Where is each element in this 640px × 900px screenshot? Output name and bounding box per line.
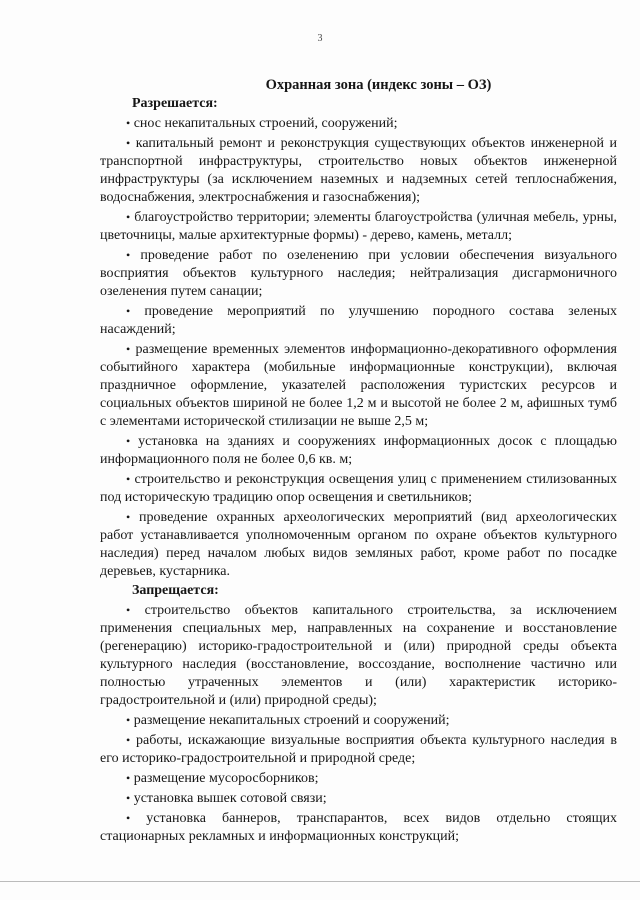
page-number: 3 [317, 33, 323, 44]
list-item [100, 134, 617, 207]
list-item [100, 114, 617, 133]
bullet-icon: • [126, 771, 131, 785]
bullet-icon: • [126, 791, 131, 805]
list-item [100, 769, 617, 788]
list-item [100, 508, 617, 581]
bullet-icon: • [126, 210, 131, 224]
list-item-text: благоустройство территории; элементы благоустройства (уличная мебель, урны, цветочницы, малые архитектурные формы) - дерево, камень, металл; [100, 210, 617, 243]
list-item-text: строительство объектов капитального строительства, за исключением применения специальных мер, направленных на сохранение и восстановление (регенерацию) историко-градостроительной и (или) природной среды объекта культурного наследия (восстановление, воссоздание, восполнение частично или полностью утраченных элементов и (или) характеристик историко-градостроительной и (или) природной среды); [100, 603, 617, 708]
list-item [100, 731, 617, 768]
bullet-icon: • [126, 342, 131, 356]
list-item-text: размещение некапитальных строений и сооружений; [133, 713, 450, 728]
prohibited-list [100, 601, 617, 846]
list-item [100, 432, 617, 469]
bullet-icon: • [126, 248, 131, 262]
bullet-icon: • [126, 811, 131, 825]
bullet-icon: • [126, 434, 131, 448]
list-item-text: капитальный ремонт и реконструкция существующих объектов инженерной и транспортной инфраструктуры, строительство новых объектов инженерной инфраструктуры (за исключением наземных и надземных сетей теплоснабжения, водоснабжения, электроснабжения и газоснабжения); [100, 136, 617, 205]
list-item [100, 789, 617, 808]
list-item-text: работы, искажающие визуальные восприятия объекта культурного наследия в его историко-градостроительной и природной среде; [100, 733, 618, 766]
bullet-icon: • [126, 304, 131, 318]
bullet-icon: • [126, 713, 131, 727]
list-item [100, 809, 617, 846]
allowed-heading: Разрешается: [132, 96, 218, 111]
list-item-text: проведение работ по озеленению при условии обеспечения визуального восприятия объектов культурного наследия; нейтрализация дисгармоничного озеленения путем санации; [100, 248, 617, 299]
scan-edge-divider [0, 881, 640, 882]
list-item-text: установка вышек сотовой связи; [133, 791, 327, 806]
list-item [100, 208, 617, 245]
bullet-icon: • [126, 510, 131, 524]
list-item [100, 601, 617, 710]
list-item-text: размещение мусоросборников; [133, 771, 319, 786]
prohibited-heading: Запрещается: [132, 583, 219, 598]
bullet-icon: • [126, 136, 131, 150]
list-item-text: проведение охранных археологических мероприятий (вид археологических работ устанавливается уполномоченным органом по охране объектов культурного наследия) перед началом любых видов земляных работ, кроме работ по посадке деревьев, кустарника. [100, 510, 618, 579]
bullet-icon: • [126, 733, 131, 747]
list-item-text: установка баннеров, транспарантов, всех видов отдельно стоящих стационарных рекламных и информационных конструкций; [100, 811, 617, 844]
bullet-icon: • [126, 603, 131, 617]
document-body [100, 76, 617, 847]
bullet-icon: • [126, 116, 131, 130]
list-item-text: проведение мероприятий по улучшению породного состава зеленых насаждений; [100, 304, 617, 337]
list-item [100, 340, 617, 431]
list-item [100, 470, 617, 507]
list-item-text: строительство и реконструкция освещения улиц с применением стилизованных под историческую традицию опор освещения и светильников; [100, 472, 618, 505]
allowed-list [100, 114, 617, 581]
zone-title: Охранная зона (индекс зоны – ОЗ) [265, 77, 492, 93]
list-item [100, 302, 617, 339]
list-item-text: установка на зданиях и сооружениях информационных досок с площадью информационного поля не более 0,6 кв. м; [100, 434, 618, 467]
list-item-text: снос некапитальных строений, сооружений; [133, 116, 398, 131]
bullet-icon: • [126, 472, 131, 486]
list-item [100, 711, 617, 730]
list-item-text: размещение временных элементов информационно-декоративного оформления событийного характера (мобильные информационные конструкции), включая праздничное оформление, указателей расположения туристских ресурсов и социальных объектов шириной не более 1,2 м и высотой не более 2 м, афишных тумб с элементами исторической стилизации не выше 2,5 м; [100, 342, 617, 429]
list-item [100, 246, 617, 301]
